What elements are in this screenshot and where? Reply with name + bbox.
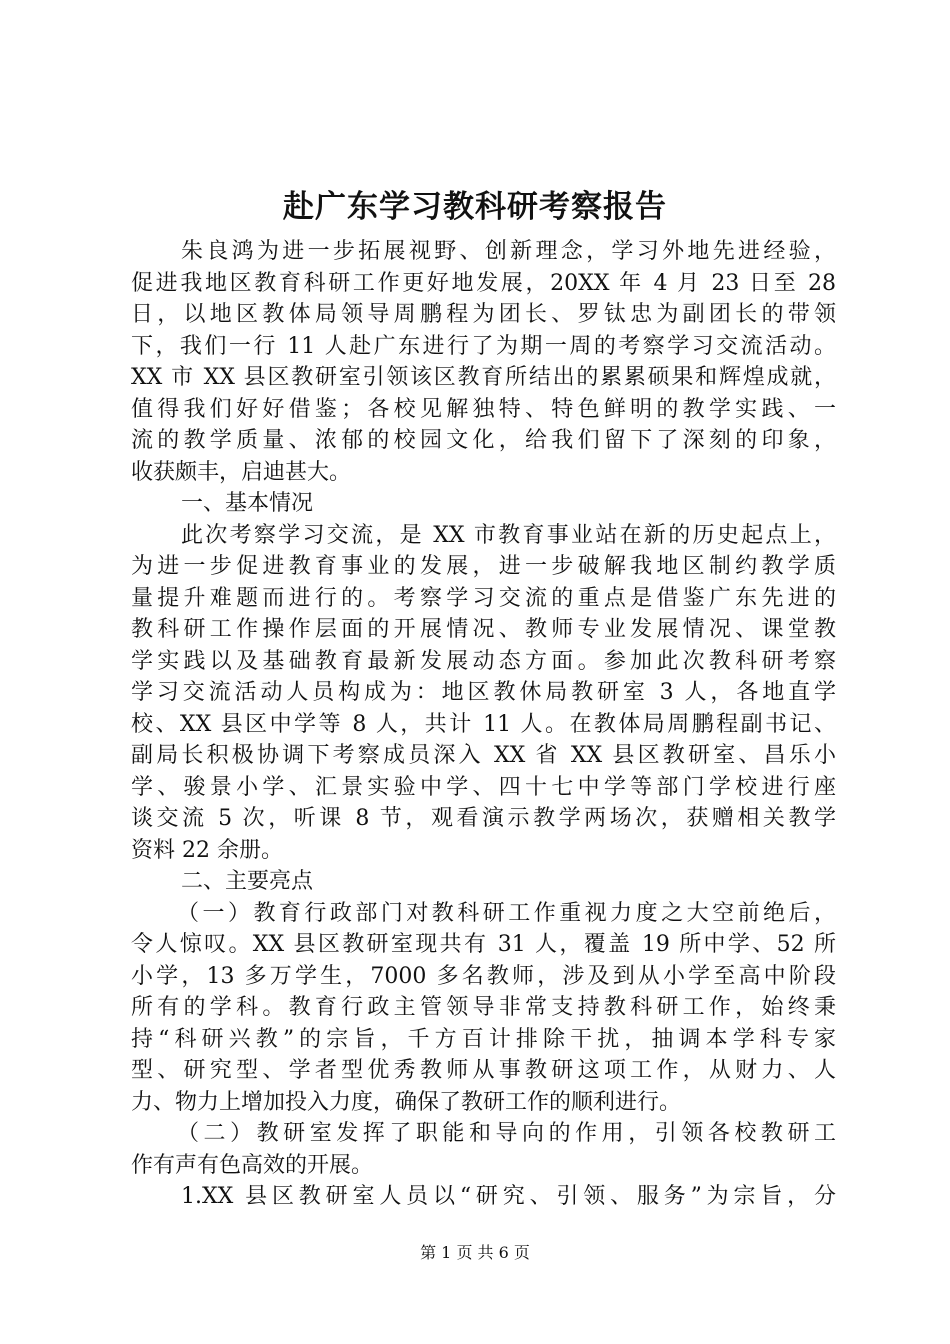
document-body [131, 236, 836, 1213]
body-line: 令人惊叹。XX 县区教研室现共有 31 人，覆盖 19 所中学、52 所 [131, 932, 836, 957]
body-line: 1.XX 县区教研室人员以“研究、引领、服务”为宗旨，分 [181, 1184, 836, 1209]
body-line: 流的教学质量、浓郁的校园文化，给我们留下了深刻的印象， [131, 428, 836, 453]
body-line: 学习交流活动人员构成为：地区教休局教研室 3 人，各地直学 [131, 680, 836, 705]
body-line: 资料 22 余册。 [131, 837, 283, 863]
body-line: 下，我们一行 11 人赴广东进行了为期一周的考察学习交流活动。 [131, 333, 836, 359]
body-line: XX 市 XX 县区教研室引领该区教育所结出的累累硕果和辉煌成就， [131, 365, 836, 390]
body-line: 此次考察学习交流，是 XX 市教育事业站在新的历史起点上， [181, 522, 836, 548]
body-line: 教科研工作操作层面的开展情况、教师专业发展情况、课堂教 [131, 617, 836, 642]
body-line: 副局长积极协调下考察成员深入 XX 省 XX 县区教研室、昌乐小 [131, 743, 836, 768]
body-line: 为进一步促进教育事业的发展，进一步破解我地区制约教学质 [131, 554, 836, 579]
body-line: 量提升难题而进行的。考察学习交流的重点是借鉴广东先进的 [131, 585, 836, 611]
body-line: 学实践以及基础教育最新发展动态方面。参加此次教科研考察 [131, 648, 836, 674]
body-line: 学、骏景小学、汇景实验中学、四十七中学等部门学校进行座 [131, 774, 836, 800]
body-line: 小学，13 多万学生，7000 多名教师，涉及到从小学至高中阶段 [131, 963, 836, 989]
body-line: 作有声有色高效的开展。 [131, 1152, 374, 1178]
body-line: （一）教育行政部门对教科研工作重视力度之大空前绝后， [177, 900, 836, 926]
body-line: （二）教研室发挥了职能和导向的作用，引领各校教研工 [177, 1121, 836, 1146]
section-heading: 一、基本情况 [181, 491, 314, 516]
body-line: 力、物力上增加投入力度，确保了教研工作的顺利进行。 [131, 1089, 682, 1115]
body-line: 谈交流 5 次，听课 8 节，观看演示教学两场次，获赠相关教学 [131, 806, 836, 831]
body-line: 促进我地区教育科研工作更好地发展，20XX 年 4 月 23 日至 28 [131, 270, 836, 296]
body-line: 持“科研兴教”的宗旨，千方百计排除干扰，抽调本学科专家 [131, 1026, 836, 1052]
body-line: 朱良鸿为进一步拓展视野、创新理念，学习外地先进经验， [181, 239, 836, 264]
body-line: 型、研究型、学者型优秀教师从事教研这项工作，从财力、人 [131, 1058, 836, 1083]
body-line: 值得我们好好借鉴；各校见解独特、特色鲜明的教学实践、一 [131, 396, 836, 422]
document-title: 赴广东学习教科研考察报告 [283, 189, 667, 225]
body-line: 日，以地区教体局领导周鹏程为团长、罗钛忠为副团长的带领 [131, 302, 836, 327]
body-line: 所有的学科。教育行政主管领导非常支持教科研工作，始终秉 [131, 995, 836, 1020]
body-line: 校、XX 县区中学等 8 人，共计 11 人。在教体局周鹏程副书记、 [131, 711, 836, 737]
body-line: 收获颇丰，启迪甚大。 [131, 459, 352, 485]
section-heading: 二、主要亮点 [181, 869, 314, 894]
page-footer: 第 1 页 共 6 页 [420, 1243, 530, 1262]
